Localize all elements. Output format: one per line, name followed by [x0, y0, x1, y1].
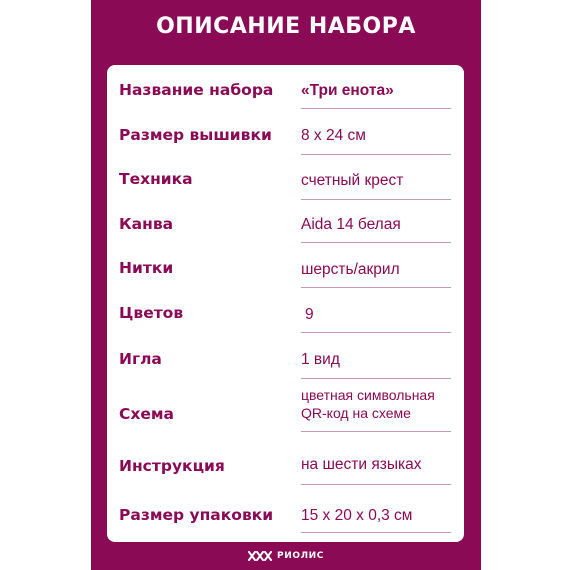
row-label: Размер упаковки: [119, 506, 274, 524]
brand-footer: [91, 548, 481, 564]
row-label: Название набора: [119, 81, 274, 99]
row-value: «Три енота»: [301, 82, 394, 99]
row-divider: [301, 484, 451, 485]
product-description-card: [91, 0, 481, 570]
row-label: Техника: [119, 170, 193, 188]
row-divider: [301, 108, 451, 109]
row-value: счетный крест: [301, 172, 404, 189]
row-label: Цветов: [119, 304, 184, 322]
row-value: Aida 14 белая: [301, 216, 401, 233]
row-label: Игла: [119, 350, 162, 368]
row-value-line1: цветная символьная: [301, 387, 435, 403]
row-divider: [301, 154, 451, 155]
row-label: Инструкция: [119, 457, 225, 475]
row-value: на шести языках: [301, 456, 422, 473]
riolis-cross-logo-icon: [248, 550, 272, 562]
row-value: 9: [305, 306, 314, 323]
row-value: шерсть/акрил: [301, 261, 400, 278]
row-divider: [301, 431, 451, 432]
row-value: 8 х 24 см: [301, 127, 366, 144]
row-label: Размер вышивки: [119, 126, 272, 144]
row-divider: [301, 199, 451, 200]
row-divider: [301, 332, 451, 333]
description-panel: [107, 65, 464, 542]
card-title: ОПИСАНИЕ НАБОРА: [156, 14, 416, 39]
row-value: 1 вид: [301, 351, 340, 368]
row-label: Канва: [119, 215, 174, 233]
row-divider: [301, 532, 451, 533]
row-value: 15 х 20 х 0,3 см: [301, 507, 413, 524]
brand-name: РИОЛИС: [277, 551, 324, 561]
row-divider: [301, 378, 451, 379]
row-label: Схема: [119, 405, 175, 423]
row-label: Нитки: [119, 259, 174, 277]
row-divider: [301, 242, 451, 243]
row-divider: [301, 287, 451, 288]
row-value-line2: QR-код на схеме: [301, 405, 411, 421]
